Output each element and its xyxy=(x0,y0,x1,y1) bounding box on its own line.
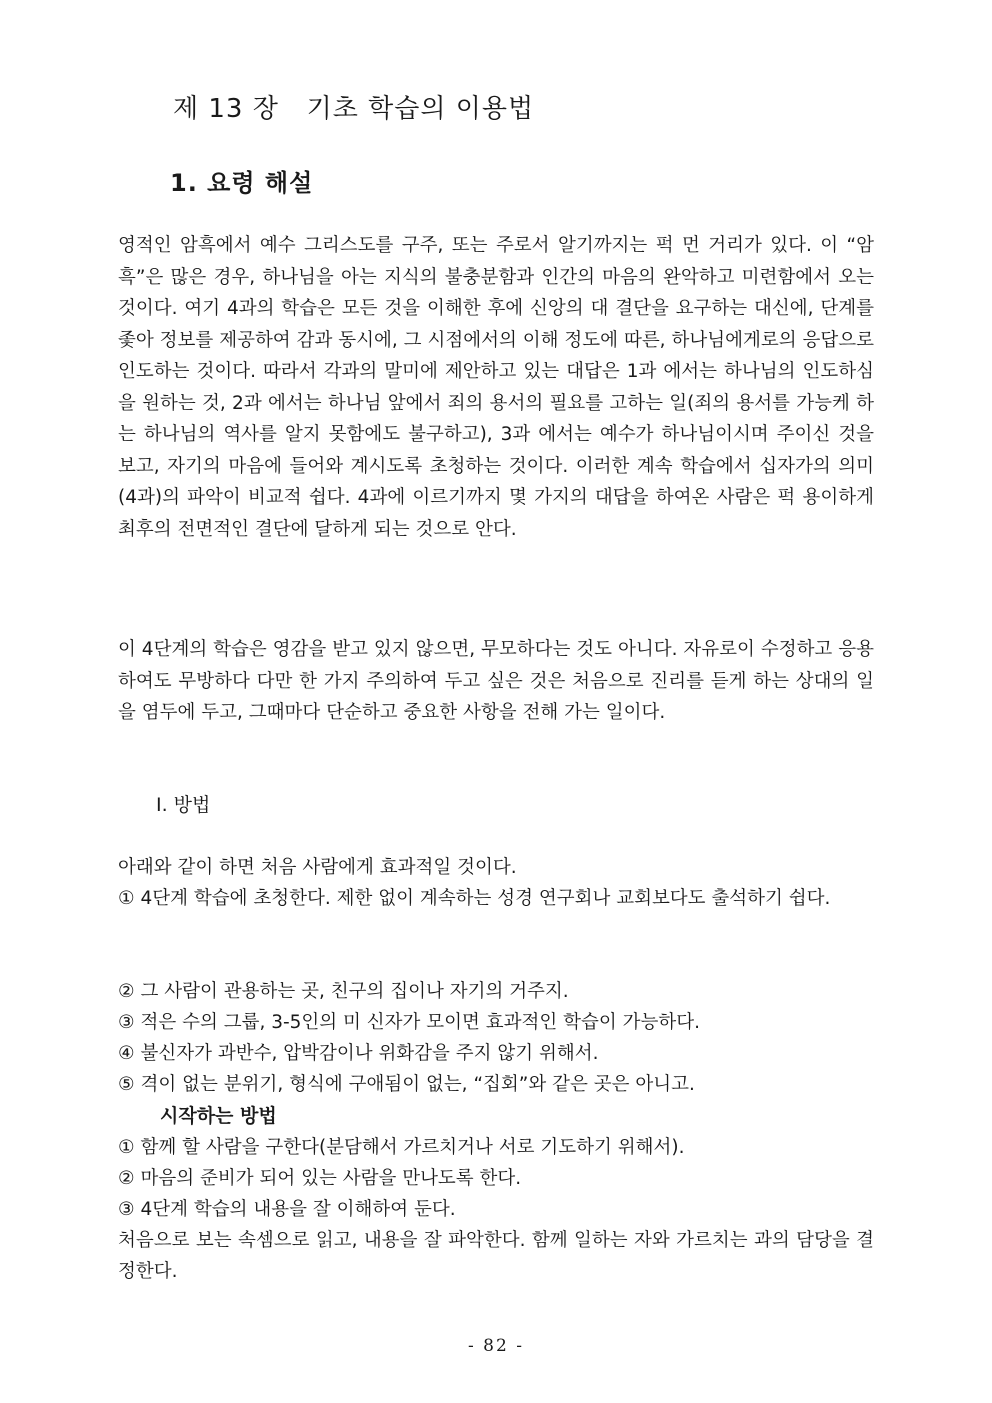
method-intro: 아래와 같이 하면 처음 사람에게 효과적일 것이다. xyxy=(118,857,517,878)
start-item-3: ③ 4단계 학습의 내용을 잘 이해하여 둔다. xyxy=(118,1199,456,1220)
method-item-5: ⑤ 격이 없는 분위기, 형식에 구애됨이 없는, “집회”와 같은 곳은 아니고. xyxy=(118,1074,695,1095)
start-heading: 시작하는 방법 xyxy=(160,1105,277,1127)
start-item-2: ② 마음의 준비가 되어 있는 사람을 만나도록 한다. xyxy=(118,1168,522,1189)
start-item-1: ① 함께 할 사람을 구한다(분담해서 가르치거나 서로 기도하기 위해서). xyxy=(118,1137,685,1158)
section-title: 1. 요령 해설 xyxy=(170,169,314,197)
page-number: - 82 - xyxy=(468,1336,524,1356)
method-item-3: ③ 적은 수의 그룹, 3-5인의 미 신자가 모이면 효과적인 학습이 가능하다. xyxy=(118,1012,701,1033)
method-item-1: ① 4단계 학습에 초청한다. 제한 없이 계속하는 성경 연구회나 교회보다도 출석하기 쉽다. xyxy=(118,888,831,909)
paragraph-intro: 영적인 암흑에서 예수 그리스도를 구주, 또는 주로서 알기까지는 퍽 먼 거리가 있다. 이 “암흑”은 많은 경우, 하나님을 아는 지식의 불충분함과 인간의 마음의 완악하고 미련함에서 오는 것이다. 여기 4과의 학습은 모든 것을 이해한 후에 신앙의 대 결단을 요구하는 대신에, 단계를 좇아 정보를 제공하여 감과 동시에, 그 시점에서의 이해 정도에 따른, 하나님에게로의 응답으로 인도하는 것이다. 따라서 각과의 말미에 제안하고 있는 대답은 1과 에서는 하나님의 인도하심을 원하는 것, 2과 에서는 하나님 앞에서 죄의 용서의 필요를 고하는 일(죄의 용서를 가능케 하는 하나님의 역사를 알지 못함에도 불구하고), 3과 에서는 예수가 하나님이시며 주이신 것을 보고, 자기의 마음에 들어와 계시도록 초청하는 것이다. 이러한 계속 학습에서 십자가의 의미(4과)의 파악이 비교적 쉽다. 4과에 이르기까지 몇 가지의 대답을 하여온 사람은 퍽 용이하게 최후의 전면적인 결단에 달하게 되는 것으로 안다. xyxy=(118,235,874,540)
method-item-4: ④ 불신자가 과반수, 압박감이나 위화감을 주지 않기 위해서. xyxy=(118,1043,599,1064)
paragraph-flexibility: 이 4단계의 학습은 영감을 받고 있지 않으면, 무모하다는 것도 아니다. 자유로이 수정하고 응용하여도 무방하다 다만 한 가지 주의하여 두고 싶은 것은 처음으로 진리를 듣게 하는 상대의 일을 염두에 두고, 그때마다 단순하고 중요한 사항을 전해 가는 일이다. xyxy=(118,639,874,723)
method-item-2: ② 그 사람이 관용하는 곳, 친구의 집이나 자기의 거주지. xyxy=(118,981,569,1002)
closing-text: 처음으로 보는 속셈으로 읽고, 내용을 잘 파악한다. 함께 일하는 자와 가르치는 과의 담당을 결정한다. xyxy=(118,1230,874,1282)
chapter-title: 제 13 장 기초 학습의 이용법 xyxy=(173,94,535,124)
method-heading: Ⅰ. 방법 xyxy=(156,794,211,816)
